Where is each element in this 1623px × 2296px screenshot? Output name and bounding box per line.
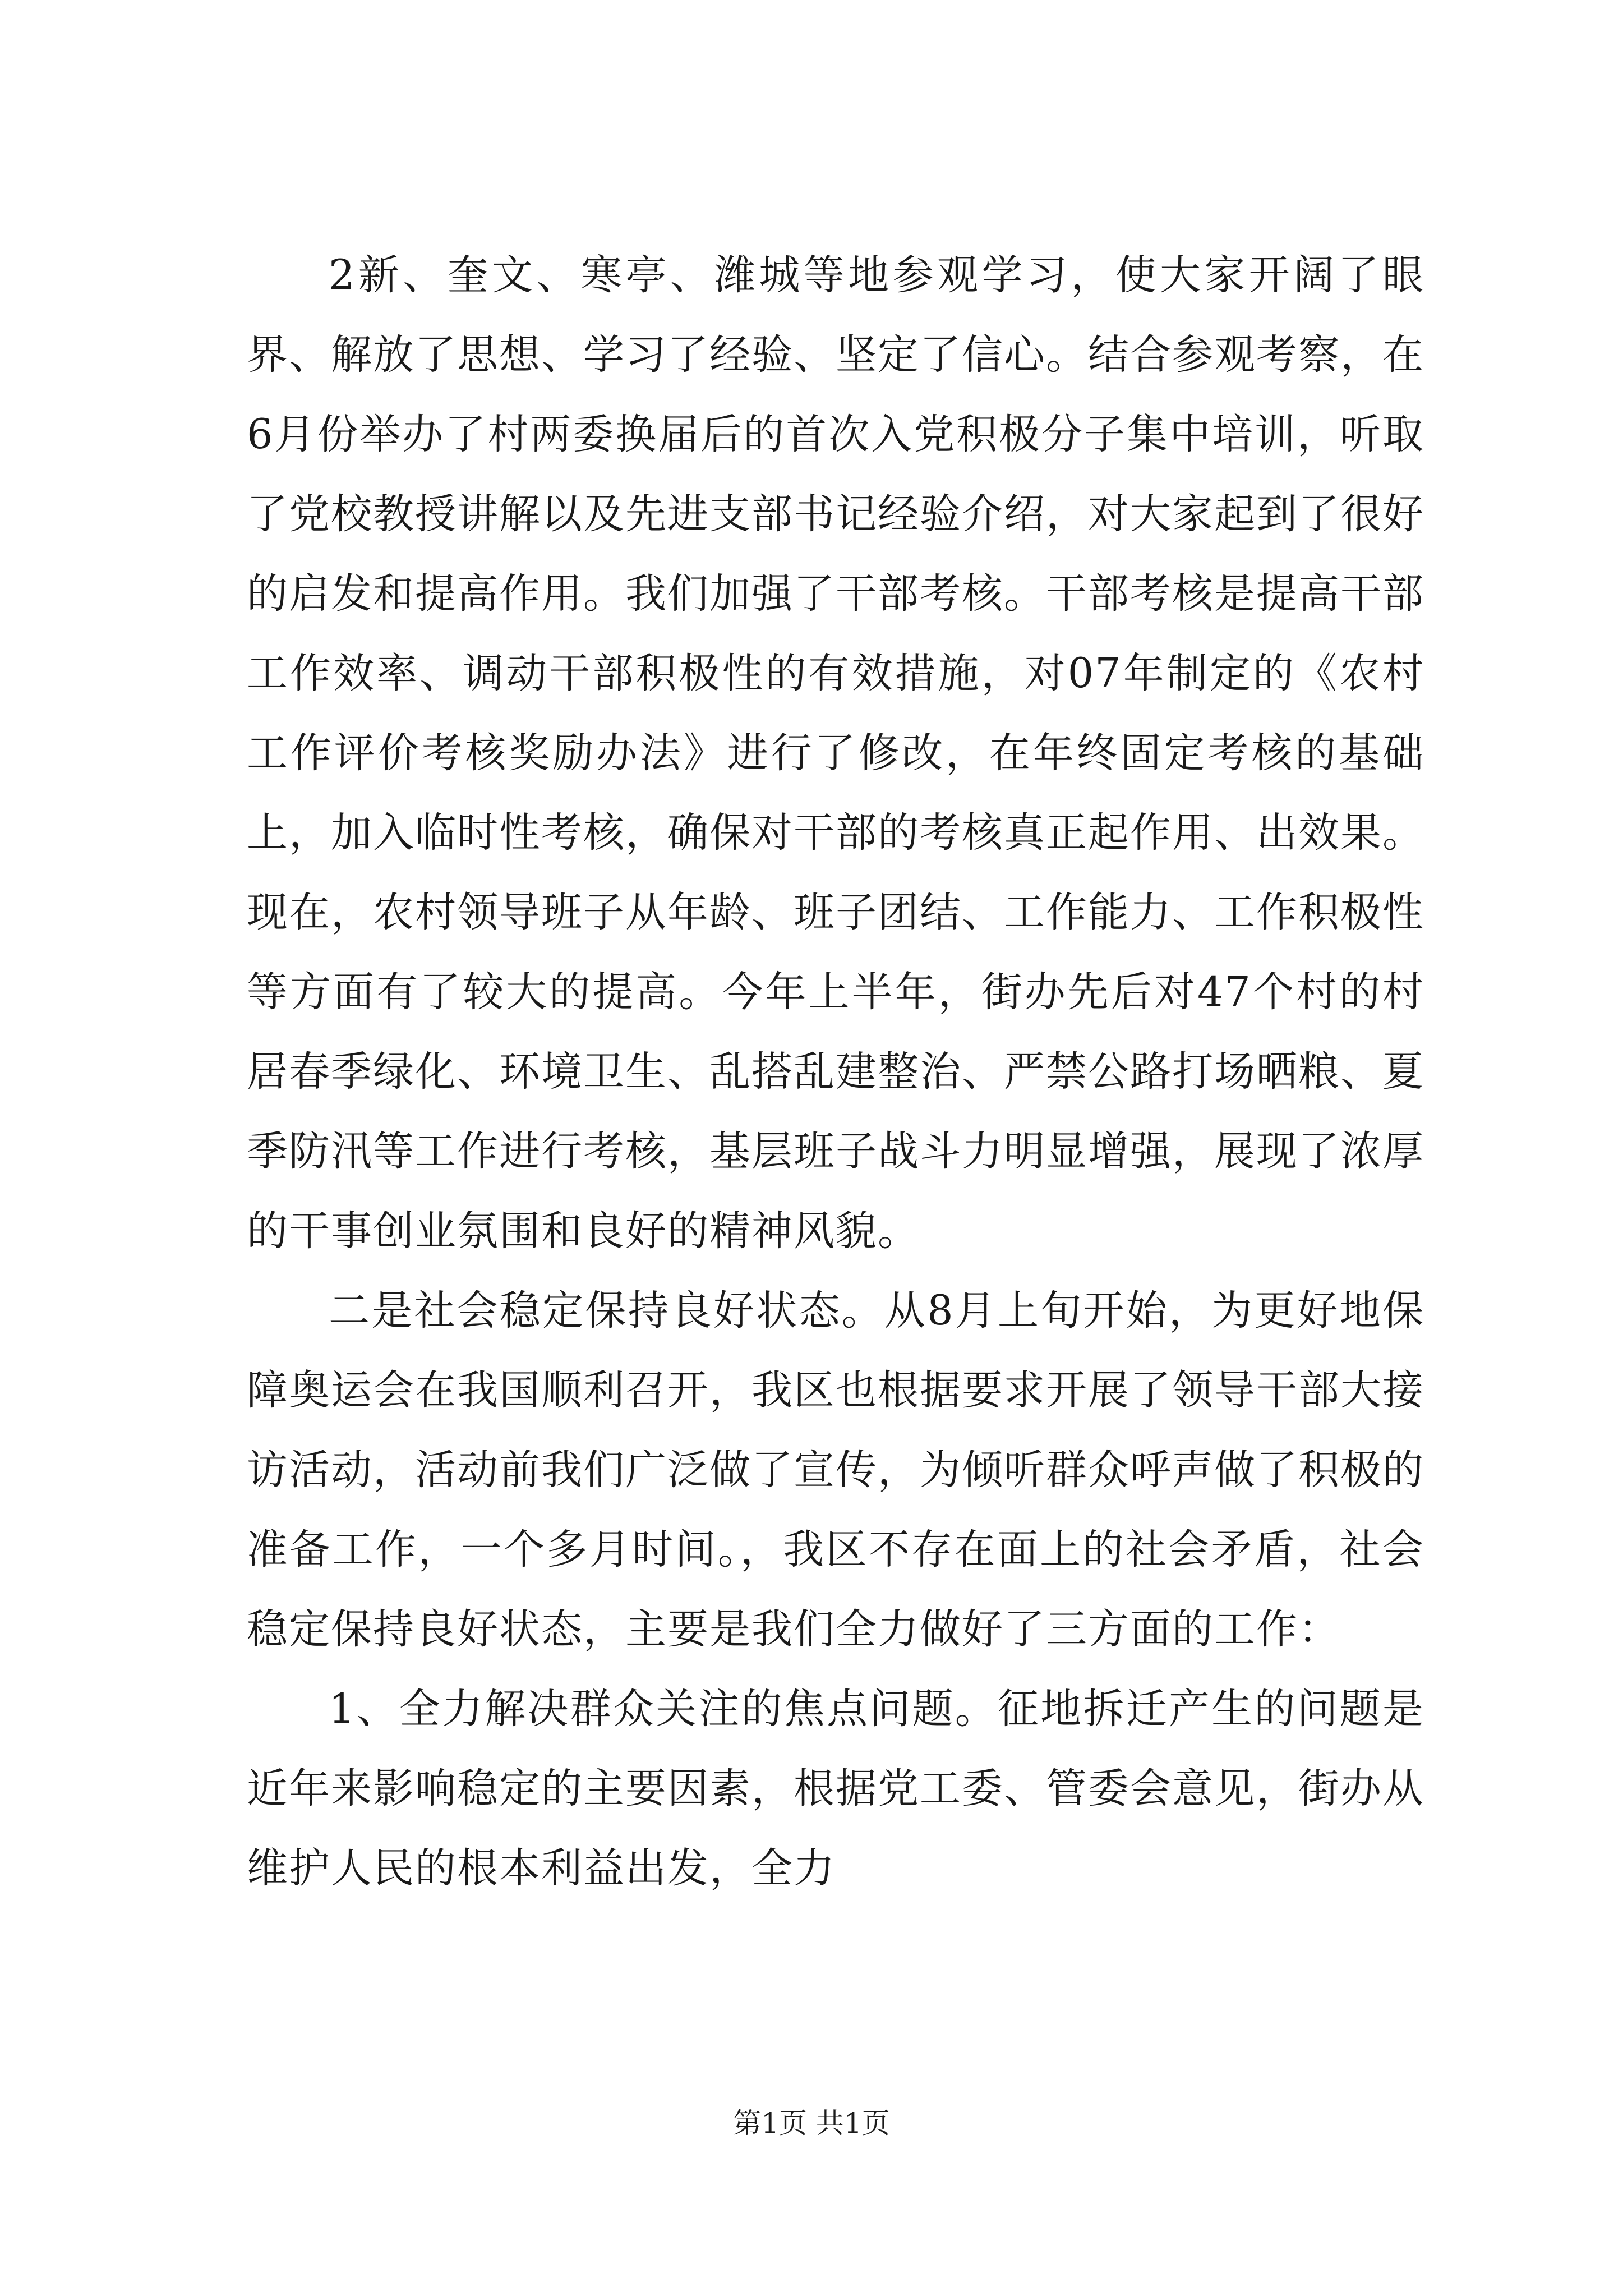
- paragraph-1: 2新、奎文、寒亭、潍城等地参观学习，使大家开阔了眼界、解放了思想、学习了经验、坚定了信心。结合参观考察，在6月份举办了村两委换届后的首次入党积极分子集中培训，听取了党校教授讲解以及先进支部书记经验介绍，对大家起到了很好的启发和提高作用。我们加强了干部考核。干部考核是提高干部工作效率、调动干部积极性的有效措施，对07年制定的《农村工作评价考核奖励办法》进行了修改，在年终固定考核的基础上，加入临时性考核，确保对干部的考核真正起作用、出效果。现在，农村领导班子从年龄、班子团结、工作能力、工作积极性等方面有了较大的提高。今年上半年，街办先后对47个村的村居春季绿化、环境卫生、乱搭乱建整治、严禁公路打场晒粮、夏季防汛等工作进行考核，基层班子战斗力明显增强，展现了浓厚的干事创业氛围和良好的精神风貌。: [247, 251, 1424, 1255]
- paragraph-3: 1、全力解决群众关注的焦点问题。征地拆迁产生的问题是近年来影响稳定的主要因素，根据党工委、管委会意见，街办从维护人民的根本利益出发，全力: [247, 1685, 1424, 1892]
- document-body: [247, 236, 1424, 1908]
- page-number-label: 第1页 共1页: [733, 2107, 890, 2139]
- page-footer: [0, 2104, 1623, 2143]
- paragraph-2: 二是社会稳定保持良好状态。从8月上旬开始，为更好地保障奥运会在我国顺利召开，我区也根据要求开展了领导干部大接访活动，活动前我们广泛做了宣传，为倾听群众呼声做了积极的准备工作，一个多月时间。，我区不存在面上的社会矛盾，社会稳定保持良好状态，主要是我们全力做好了三方面的工作：: [247, 1287, 1424, 1653]
